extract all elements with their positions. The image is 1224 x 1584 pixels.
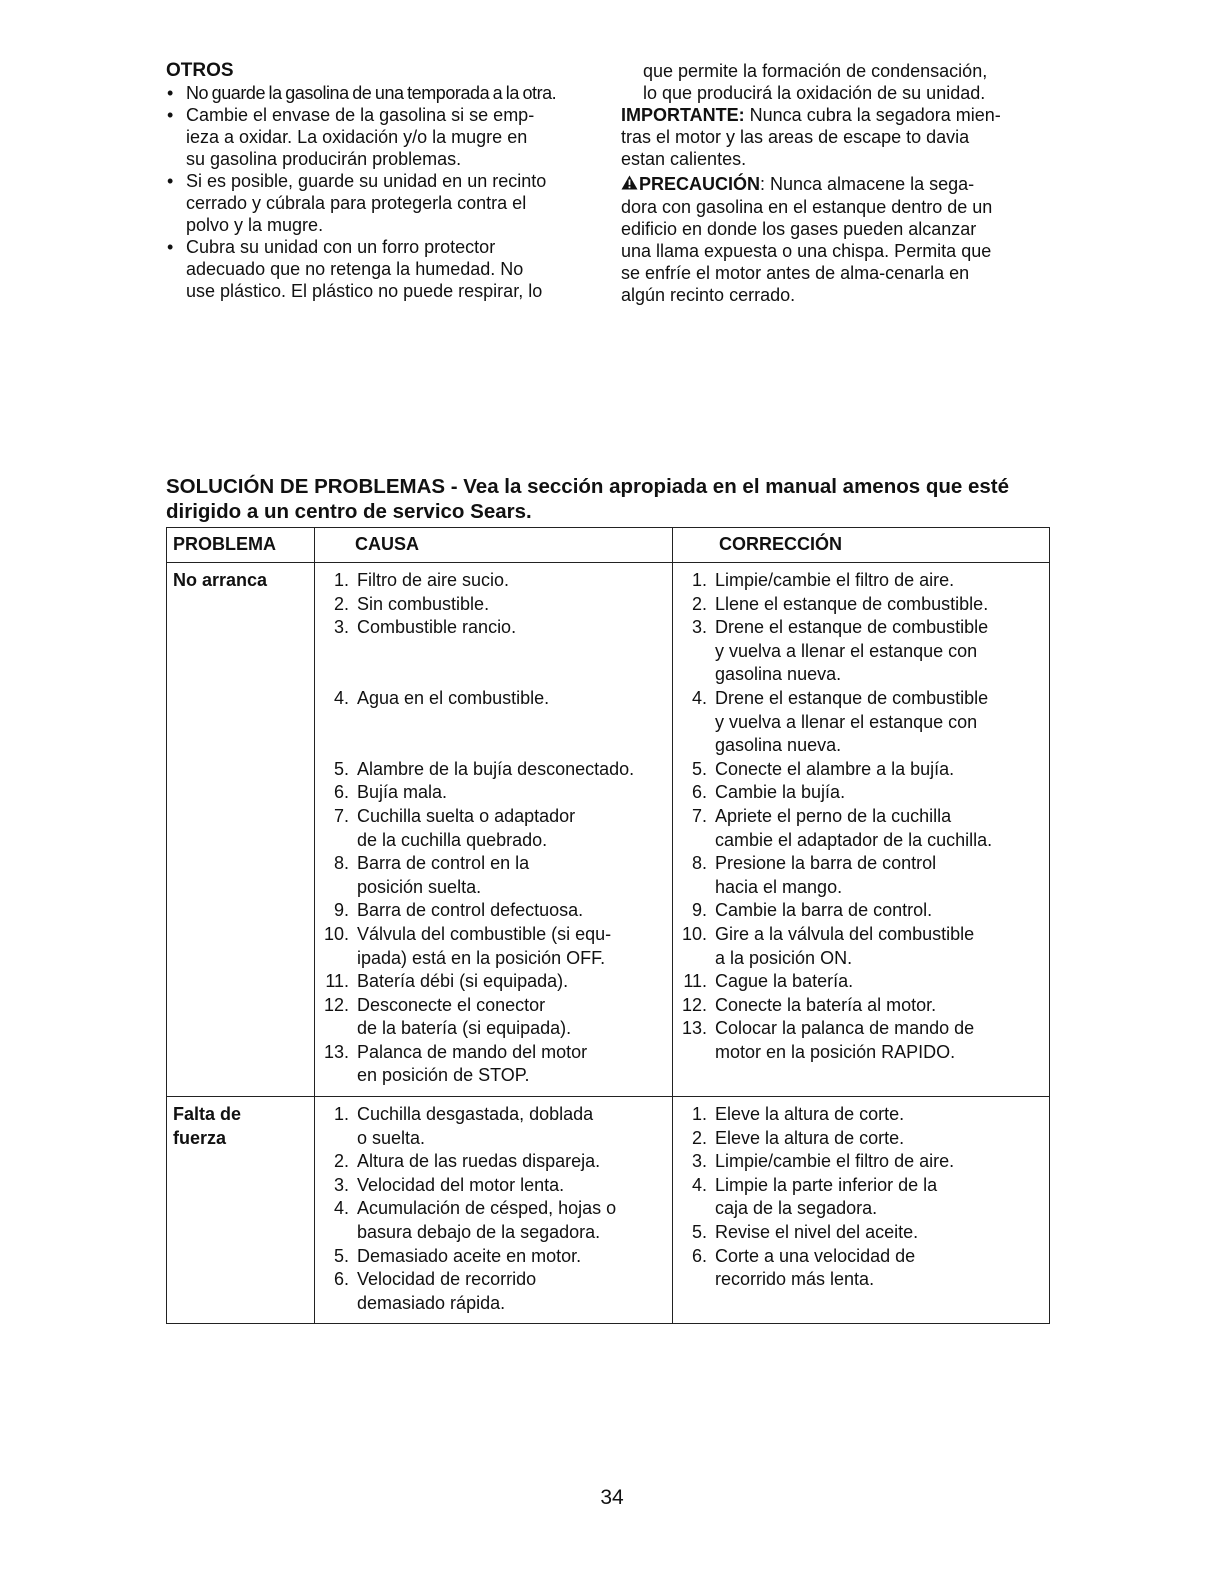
item-number: 7. [691, 805, 707, 826]
header-cause: CAUSA [315, 528, 673, 563]
item-number: 12. [323, 994, 349, 1015]
item-text: Batería débi (si equipada). [357, 971, 569, 992]
storage-notes [621, 60, 1051, 306]
item-text: Cuchilla suelta o adaptador de la cuchilla quebrado. [357, 805, 576, 850]
importante-note [621, 104, 1051, 170]
importante-text: Nunca cubra la segadora mien- tras el motor y las areas de escape to davia estan calientes. [621, 105, 1001, 169]
correction-item [679, 1221, 1043, 1245]
item-number: 4. [333, 687, 349, 708]
item-number: 8. [333, 853, 349, 874]
header-correction: CORRECCIÓN [673, 528, 1050, 563]
correction-item [679, 569, 1043, 593]
item-number: 12. [681, 994, 707, 1015]
item-number: 6. [691, 782, 707, 803]
cause-cell [315, 1097, 673, 1324]
cause-item [321, 781, 666, 805]
table-row [167, 563, 1050, 1097]
correction-item [679, 1174, 1043, 1221]
item-text: Filtro de aire sucio. [357, 570, 510, 590]
correction-list [679, 569, 1043, 1064]
item-number: 1. [691, 570, 707, 590]
cause-list [321, 1103, 666, 1315]
item-text: Apriete el perno de la cuchilla cambie el adaptador de la cuchilla. [715, 805, 993, 850]
item-number: 6. [333, 782, 349, 803]
otros-section [166, 60, 598, 302]
item-text: Eleve la altura de corte. [715, 1127, 905, 1148]
item-number: 10. [323, 923, 349, 944]
item-text: Alambre de la bujía desconectado. [357, 758, 635, 779]
cause-item [321, 970, 666, 994]
correction-item [679, 781, 1043, 805]
problem-cell: No arranca [167, 563, 315, 1097]
item-text: Gire a la válvula del combustible a la posición ON. [715, 923, 975, 968]
correction-item [679, 758, 1043, 782]
precaucion-note [621, 173, 1051, 306]
item-number: 11. [325, 971, 349, 992]
item-number: 1. [333, 1104, 349, 1125]
item-text: Drene el estanque de combustible y vuelva a llenar el estanque con gasolina nueva. [715, 687, 989, 756]
correction-item [679, 616, 1043, 687]
cause-list [321, 569, 666, 1088]
item-text: Conecte la batería al motor. [715, 994, 937, 1015]
cause-item [321, 1103, 666, 1150]
correction-item [679, 805, 1043, 852]
troubleshooting-heading: SOLUCIÓN DE PROBLEMAS - Vea la sección apropiada en el manual amenos que esté dirigido a un centro de servico Sears. [166, 475, 1010, 523]
item-number: 5. [691, 1222, 707, 1243]
item-text: Barra de control defectuosa. [357, 900, 584, 921]
otros-bullet-text: Si es posible, guarde su unidad en un recinto cerrado y cúbrala para protegerla contra el polvo y la mugre. [186, 171, 547, 235]
item-text: Limpie/cambie el filtro de aire. [715, 570, 955, 590]
item-text: Velocidad de recorrido demasiado rápida. [357, 1269, 537, 1313]
item-text: Cague la batería. [715, 971, 854, 992]
warning-triangle-icon [621, 174, 638, 196]
cause-item [321, 593, 666, 617]
cause-item [321, 1268, 666, 1315]
item-number: 3. [333, 617, 349, 638]
item-number: 6. [691, 1245, 707, 1266]
table-header-row [167, 528, 1050, 563]
item-text: Cambie la bujía. [715, 782, 846, 803]
table-body [167, 563, 1050, 1324]
correction-item [679, 1245, 1043, 1292]
item-text: Drene el estanque de combustible y vuelva a llenar el estanque con gasolina nueva. [715, 617, 989, 685]
item-text: Corte a una velocidad de recorrido más lenta. [715, 1245, 916, 1290]
cause-item [321, 616, 666, 687]
item-text: Conecte el alambre a la bujía. [715, 758, 955, 779]
problem-cell: Falta de fuerza [167, 1097, 315, 1324]
item-number: 3. [691, 617, 707, 638]
otros-bullet-text: Cambie el envase de la gasolina si se emp- ieza a oxidar. La oxidación y/o la mugre en su gasolina producirán problemas. [186, 105, 535, 169]
item-text: Eleve la altura de corte. [715, 1104, 905, 1125]
item-number: 7. [333, 805, 349, 826]
item-text: Agua en el combustible. [357, 687, 550, 708]
item-number: 13. [323, 1041, 349, 1062]
correction-item [679, 970, 1043, 994]
cause-item [321, 1197, 666, 1244]
item-text: Velocidad del motor lenta. [357, 1174, 565, 1195]
precaucion-text: : Nunca almacene la sega- dora con gasolina en el estanque dentro de un edificio en donde los gases pueden alcanzar una llama expuesta o una chispa. Permita que se enfríe el motor antes de alma-cenarla en algún recinto cerrado. [621, 174, 993, 305]
item-text: Sin combustible. [357, 593, 490, 614]
item-text: Cambie la barra de control. [715, 900, 933, 921]
correction-item [679, 1017, 1043, 1064]
item-number: 13. [681, 1018, 707, 1039]
item-number: 2. [333, 1151, 349, 1172]
item-text: Limpie/cambie el filtro de aire. [715, 1151, 955, 1172]
item-text: Válvula del combustible (si equ- ipada) está en la posición OFF. [357, 923, 612, 968]
item-text: Llene el estanque de combustible. [715, 593, 989, 614]
table-row [167, 1097, 1050, 1324]
item-number: 2. [333, 593, 349, 614]
item-number: 5. [333, 758, 349, 779]
correction-item [679, 923, 1043, 970]
item-number: 4. [691, 1174, 707, 1195]
cause-item [321, 758, 666, 782]
header-problem: PROBLEMA [167, 528, 315, 563]
item-text: Limpie la parte inferior de la caja de la segadora. [715, 1174, 938, 1219]
cause-item [321, 1174, 666, 1198]
item-number: 10. [681, 923, 707, 944]
correction-list [679, 1103, 1043, 1292]
otros-bullet-3 [166, 170, 598, 236]
item-text: Revise el nivel del aceite. [715, 1222, 919, 1243]
cause-item [321, 805, 666, 852]
otros-bullet-list [166, 82, 598, 302]
item-number: 11. [683, 971, 707, 992]
continuation-text: que permite la formación de condensación, lo que producirá la oxidación de su unidad. [643, 61, 988, 103]
correction-item [679, 899, 1043, 923]
item-text: Demasiado aceite en motor. [357, 1245, 582, 1266]
precaucion-label: PRECAUCIÓN [639, 174, 761, 194]
correction-item [679, 687, 1043, 758]
item-number: 1. [691, 1104, 707, 1125]
item-text: Bujía mala. [357, 782, 448, 803]
item-number: 3. [691, 1151, 707, 1172]
item-number: 1. [333, 570, 349, 590]
item-text: Colocar la palanca de mando de motor en la posición RAPIDO. [715, 1018, 975, 1062]
item-number: 9. [691, 900, 707, 921]
cause-item [321, 923, 666, 970]
item-number: 4. [333, 1198, 349, 1219]
cause-item [321, 852, 666, 899]
item-text: Acumulación de césped, hojas o basura debajo de la segadora. [357, 1198, 617, 1243]
item-number: 4. [691, 687, 707, 708]
correction-cell [673, 1097, 1050, 1324]
item-text: Cuchilla desgastada, doblada o suelta. [357, 1104, 594, 1148]
item-text: Palanca de mando del motor en posición de STOP. [357, 1041, 588, 1086]
item-number: 2. [691, 1127, 707, 1148]
troubleshooting-table [166, 527, 1050, 1324]
correction-item [679, 1103, 1043, 1127]
item-text: Combustible rancio. [357, 617, 517, 638]
cause-item [321, 1150, 666, 1174]
item-number: 9. [333, 900, 349, 921]
correction-item [679, 852, 1043, 899]
cause-item [321, 687, 666, 758]
item-number: 5. [691, 758, 707, 779]
correction-item [679, 593, 1043, 617]
otros-bullet-text: No guarde la gasolina de una temporada a la otra. [186, 83, 557, 103]
item-number: 8. [691, 853, 707, 874]
correction-item [679, 1127, 1043, 1151]
cause-item [321, 1041, 666, 1088]
item-number: 2. [691, 593, 707, 614]
item-text: Altura de las ruedas dispareja. [357, 1151, 601, 1172]
cause-item [321, 1245, 666, 1269]
cause-item [321, 899, 666, 923]
otros-bullet-1 [166, 82, 598, 104]
page-number: 34 [600, 1486, 624, 1509]
item-number: 5. [333, 1245, 349, 1266]
correction-cell [673, 563, 1050, 1097]
cause-item [321, 569, 666, 593]
otros-bullet-4 [166, 236, 598, 302]
item-text: Presione la barra de control hacia el mango. [715, 853, 937, 897]
item-number: 3. [333, 1174, 349, 1195]
item-number: 6. [333, 1269, 349, 1290]
importante-label: IMPORTANTE: [621, 105, 745, 125]
otros-bullet-text: Cubra su unidad con un forro protector adecuado que no retenga la humedad. No use plástico. El plástico no puede respirar, lo [186, 237, 543, 301]
cause-cell [315, 563, 673, 1097]
correction-item [679, 1150, 1043, 1174]
item-text: Barra de control en la posición suelta. [357, 853, 530, 897]
otros-title: OTROS [166, 60, 234, 81]
correction-item [679, 994, 1043, 1018]
cause-item [321, 994, 666, 1041]
otros-bullet-2 [166, 104, 598, 170]
item-text: Desconecte el conector de la batería (si equipada). [357, 994, 572, 1039]
